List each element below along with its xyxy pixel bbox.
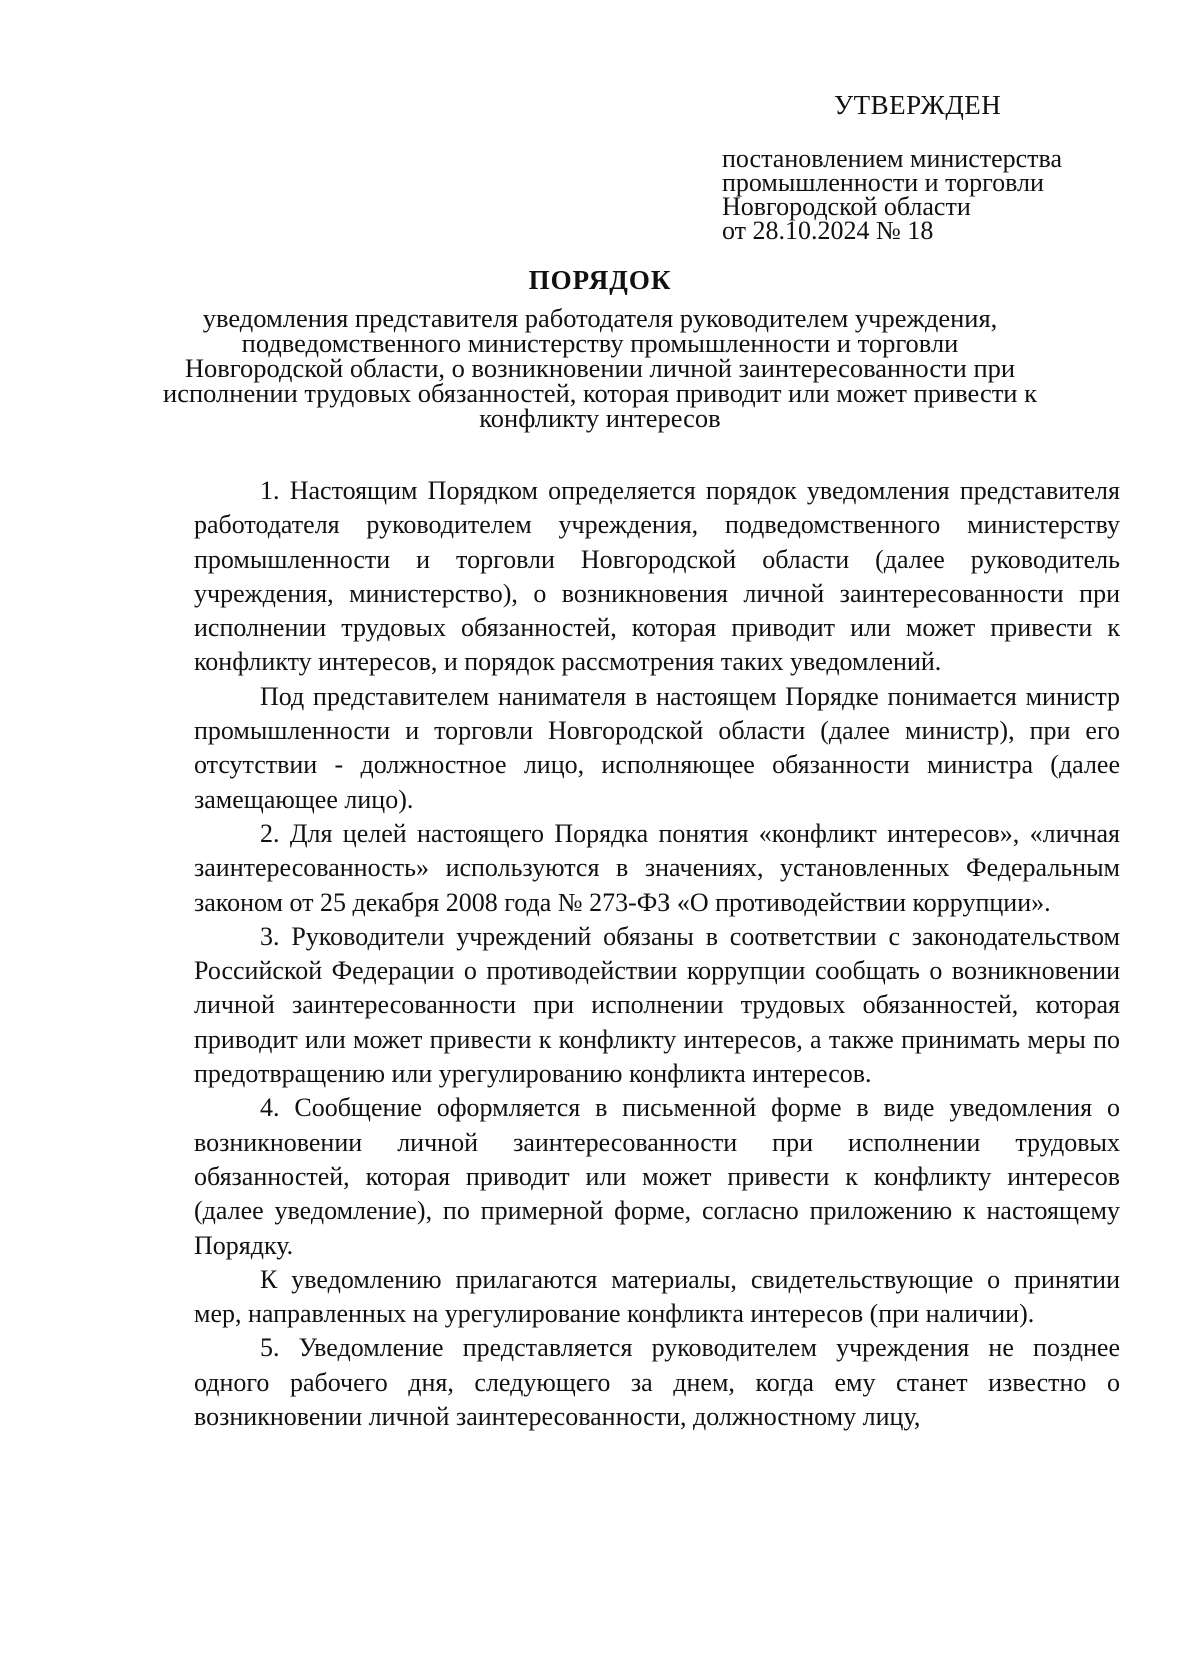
document-subtitle-line: Новгородской области, о возникновении личной заинтересованности при (184, 353, 1016, 383)
paragraph-5: 5. Уведомление представляется руководителем учреждения не позднее одного рабочего дня, следующего за днем, когда ему станет известно о возникновении личной заинтересованности, должностному лицу, (194, 1333, 1120, 1432)
document-title: ПОРЯДОК (528, 265, 672, 295)
approval-stamp-block (722, 92, 1162, 243)
paragraph-1: 1. Настоящим Порядком определяется порядок уведомления представителя работодателя руководителем учреждения, подведомственного министерству промышленности и торговли Новгородской области (далее руководитель учреждения, министерство), о возникновения личной заинтересованности при исполнении трудовых обязанностей, которая приводит или может привести к конфликту интересов, и порядок рассмотрения таких уведомлений. (194, 476, 1120, 677)
document-body (194, 474, 1120, 1434)
document-subtitle-line: подведомственного министерству промышленности и торговли (241, 328, 959, 358)
approval-line: Новгородской области (722, 192, 971, 221)
approval-line: промышленности и торговли (722, 168, 1044, 197)
paragraph-1-continued: Под представителем нанимателя в настоящем Порядке понимается министр промышленности и торговли Новгородской области (далее министр), при его отсутствии - должностное лицо, исполняющее обязанности министра (далее замещающее лицо). (194, 681, 1120, 814)
paragraph-4-continued: К уведомлению прилагаются материалы, свидетельствующие о принятии мер, направленных на урегулирование конфликта интересов (при наличии). (194, 1264, 1120, 1329)
paragraph-3: 3. Руководители учреждений обязаны в соответствии с законодательством Российской Федерации о противодействии коррупции сообщать о возникновении личной заинтересованности при исполнении трудовых обязанностей, которая приводит или может привести к конфликту интересов, а также принимать меры по предотвращению или урегулированию конфликта интересов. (194, 921, 1120, 1089)
document-heading (0, 267, 1200, 431)
approval-date-number: от 28.10.2024 № 18 (722, 216, 934, 245)
document-subtitle-line: исполнении трудовых обязанностей, которая приводит или может привести к (163, 378, 1037, 408)
approval-title: УТВЕРЖДЕН (834, 90, 1002, 120)
paragraph-2: 2. Для целей настоящего Порядка понятия «конфликт интересов», «личная заинтересованность» используются в значениях, установленных Федеральным законом от 25 декабря 2008 года № 273-ФЗ «О противодействии коррупции». (194, 818, 1120, 917)
document-subtitle-line: уведомления представителя работодателя руководителем учреждения, (202, 303, 998, 333)
document-subtitle-line: конфликту интересов (479, 403, 721, 433)
approval-line: постановлением министерства (722, 144, 1063, 173)
paragraph-4: 4. Сообщение оформляется в письменной форме в виде уведомления о возникновении личной заинтересованности при исполнении трудовых обязанностей, которая приводит или может привести к конфликту интересов (далее уведомление), по примерной форме, согласно приложению к настоящему Порядку. (194, 1093, 1120, 1260)
